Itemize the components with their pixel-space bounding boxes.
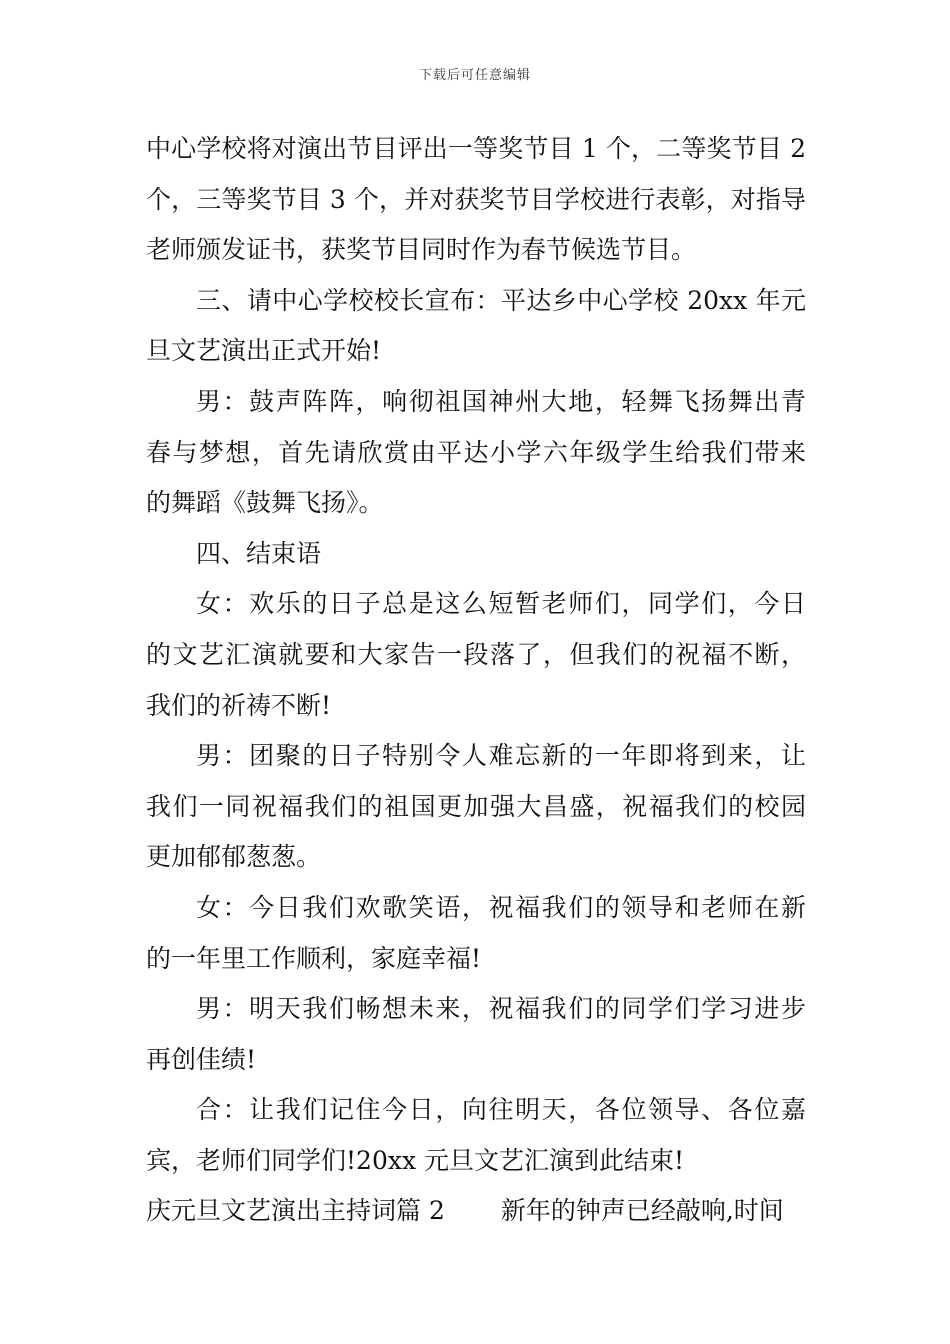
section-heading-line: 三、请中心学校校长宣布：平达乡中心学校 20xx 年元 xyxy=(196,285,806,315)
dialogue-line-female: 女：欢乐的日子总是这么短暂老师们，同学们，今日 xyxy=(196,589,806,619)
document-body xyxy=(146,124,806,1237)
dialogue-line-female: 女：今日我们欢歌笑语，祝福我们的领导和老师在新 xyxy=(196,892,806,922)
dialogue-line-male: 男：明天我们畅想未来，祝福我们的同学们学习进步 xyxy=(196,994,806,1024)
text-line: 春与梦想，首先请欣赏由平达小学六年级学生给我们带来 xyxy=(146,437,806,467)
text-line: 的文艺汇演就要和大家告一段落了，但我们的祝福不断， xyxy=(146,639,806,669)
article-heading: 庆元旦文艺演出主持词篇 2 xyxy=(146,1196,445,1226)
dialogue-line-together: 合：让我们记住今日，向往明天，各位领导、各位嘉 xyxy=(196,1095,806,1125)
text-line: 再创佳绩! xyxy=(146,1044,257,1074)
text-line: 我们一同祝福我们的祖国更加强大昌盛，祝福我们的校园 xyxy=(146,791,806,821)
text-line: 个，三等奖节目 3 个，并对获奖节目学校进行表彰，对指导 xyxy=(146,184,806,214)
dialogue-line-male: 男：团聚的日子特别令人难忘新的一年即将到来，让 xyxy=(196,741,806,771)
section-heading-line: 四、结束语 xyxy=(196,538,322,568)
page-header: 下载后可任意编辑 xyxy=(418,68,531,83)
text-line: 宾，老师们同学们!20xx 元旦文艺汇演到此结束! xyxy=(146,1145,685,1175)
text-line: 的舞蹈《鼓舞飞扬》。 xyxy=(146,488,384,518)
dialogue-line-male: 男：鼓声阵阵，响彻祖国神州大地，轻舞飞扬舞出青 xyxy=(196,386,806,416)
text-line: 更加郁郁葱葱。 xyxy=(146,842,322,872)
final-line xyxy=(146,1186,806,1237)
text-line: 我们的祈祷不断! xyxy=(146,690,332,720)
text-line: 中心学校将对演出节目评出一等奖节目 1 个，二等奖节目 2 xyxy=(146,134,806,163)
text-line: 旦文艺演出正式开始! xyxy=(146,336,382,366)
text-line: 新年的钟声已经敲响,时间 xyxy=(500,1196,784,1226)
text-line: 的一年里工作顺利，家庭幸福! xyxy=(146,943,482,973)
text-line: 老师颁发证书，获奖节目同时作为春节候选节目。 xyxy=(146,235,697,265)
